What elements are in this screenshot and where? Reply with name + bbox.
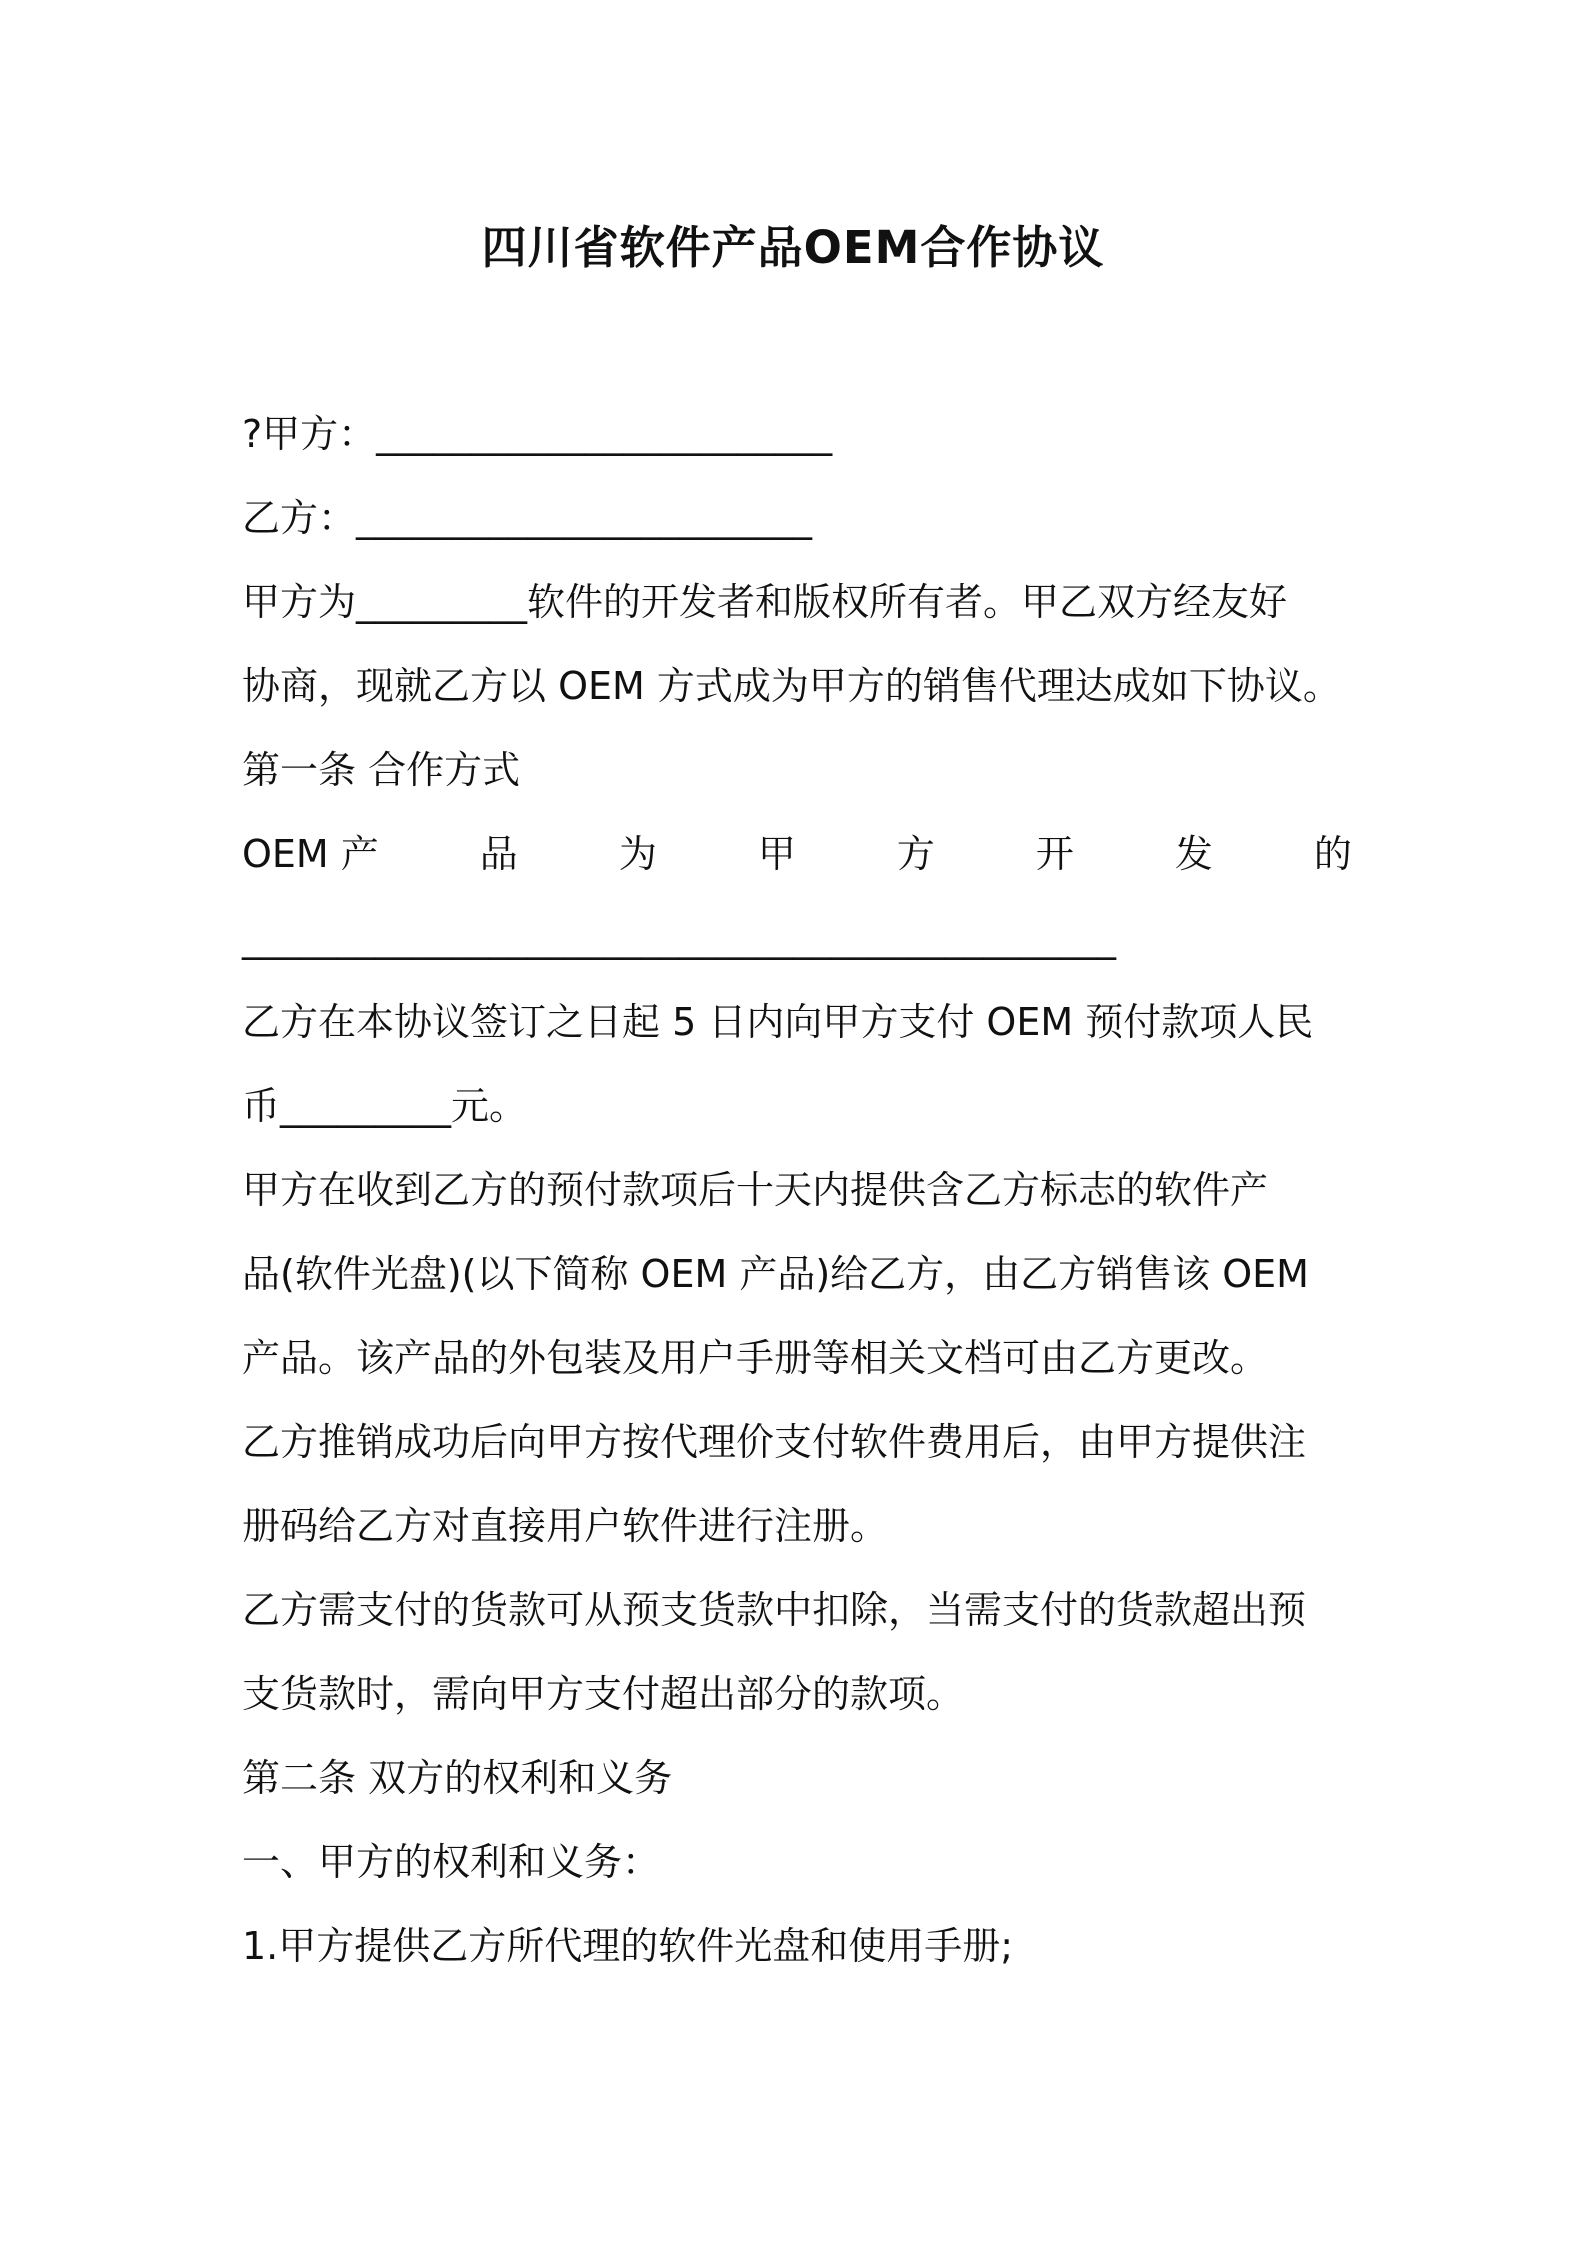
clause-4-line-1: 乙方需支付的货款可从预支货款中扣除，当需支付的货款超出预 xyxy=(242,1588,1307,1632)
article-2-heading: 第二条 双方的权利和义务 xyxy=(242,1756,673,1800)
article-1-heading: 第一条 合作方式 xyxy=(242,748,521,792)
spread-word: 发 xyxy=(1174,832,1213,876)
clause-1-line-2: 币_________元。 xyxy=(242,1084,528,1128)
spread-word: 品 xyxy=(479,832,518,876)
clause-3-line-1: 乙方推销成功后向甲方按代理价支付软件费用后，由甲方提供注 xyxy=(242,1420,1307,1464)
clause-1-line-1: 乙方在本协议签订之日起 5 日内向甲方支付 OEM 预付款项人民 xyxy=(242,1000,1314,1044)
blank-underline: ______________________________________________ xyxy=(242,916,1116,960)
spread-word: 甲 xyxy=(757,832,796,876)
clause-2-line-2: 品(软件光盘)(以下简称 OEM 产品)给乙方，由乙方销售该 OEM xyxy=(242,1252,1309,1296)
clause-4-line-2: 支货款时，需向甲方支付超出部分的款项。 xyxy=(242,1672,965,1716)
spread-word: 为 xyxy=(618,832,657,876)
party-a-line: ?甲方：________________________ xyxy=(242,412,833,456)
spread-word: 的 xyxy=(1313,832,1352,876)
oem-product-line xyxy=(242,818,1352,890)
spread-word: 方 xyxy=(896,832,935,876)
clause-2-line-3: 产品。该产品的外包装及用户手册等相关文档可由乙方更改。 xyxy=(242,1336,1269,1380)
clause-3-line-2: 册码给乙方对直接用户软件进行注册。 xyxy=(242,1504,889,1548)
intro-line-2: 协商，现就乙方以 OEM 方式成为甲方的销售代理达成如下协议。 xyxy=(242,664,1341,708)
party-b-line: 乙方：________________________ xyxy=(242,496,813,540)
party-a-item-1: 1.甲方提供乙方所代理的软件光盘和使用手册; xyxy=(242,1924,1014,1968)
document-title: 四川省软件产品OEM合作协议 xyxy=(481,221,1105,274)
intro-line-1: 甲方为_________软件的开发者和版权所有者。甲乙双方经友好 xyxy=(242,580,1288,624)
spread-word: 开 xyxy=(1035,832,1074,876)
clause-2-line-1: 甲方在收到乙方的预付款项后十天内提供含乙方标志的软件产 xyxy=(242,1168,1269,1212)
spread-word: OEM 产 xyxy=(242,832,379,876)
section-party-a-heading: 一、甲方的权利和义务： xyxy=(242,1840,661,1884)
